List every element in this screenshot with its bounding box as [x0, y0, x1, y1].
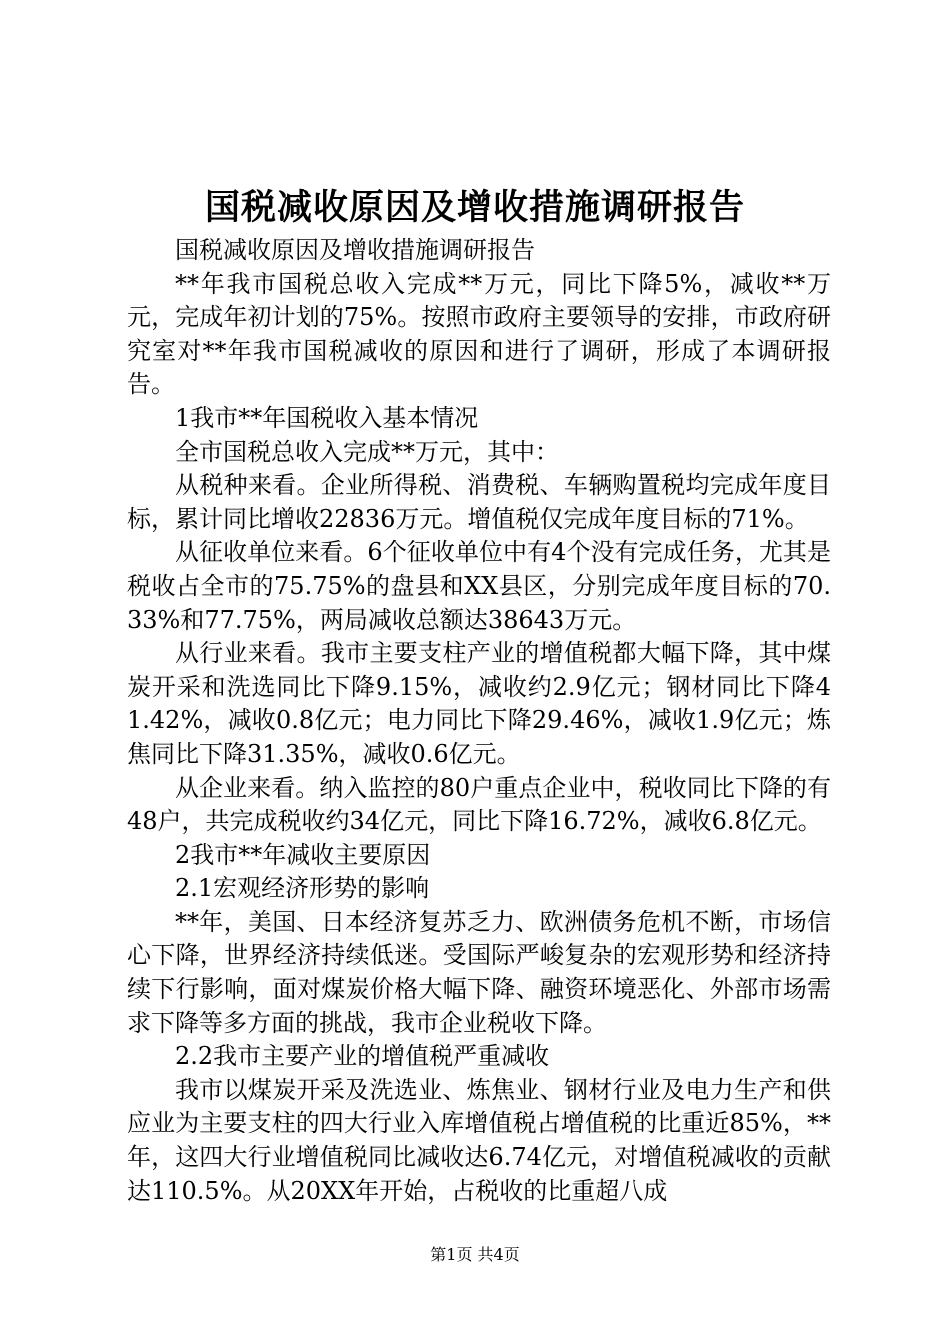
- page-number: 第1页 共4页: [430, 1245, 520, 1264]
- section-heading: 2我市**年减收主要原因: [175, 840, 431, 869]
- subsection-heading: 2.1宏观经济形势的影响: [175, 874, 430, 903]
- paragraph: 从征收单位来看。6个征收单位中有4个没有完成任务，尤其是税收占全市的75.75%的盘县和XX县区，分别完成年度目标的70.33%和77.75%，两局减收总额达38643万元。: [127, 538, 831, 634]
- paragraph: **年我市国税总收入完成**万元，同比下降5%，减收**万元，完成年初计划的75%。按照市政府主要领导的安排，市政府研究室对**年我市国税减收的原因和进行了调研，形成了本调研报告。: [127, 269, 831, 399]
- subsection-heading: 2.2我市主要产业的增值税严重减收: [175, 1042, 550, 1071]
- paragraph: 全市国税总收入完成**万元，其中：: [175, 437, 559, 466]
- document-title: 国税减收原因及增收措施调研报告: [204, 187, 745, 228]
- paragraph: 国税减收原因及增收措施调研报告: [175, 236, 535, 264]
- paragraph: **年，美国、日本经济复苏乏力、欧洲债务危机不断，市场信心下降，世界经济持续低迷。受国际严峻复杂的宏观形势和经济持续下行影响，面对煤炭价格大幅下降、融资环境恶化、外部市场需求下降等多方面的挑战，我市企业税收下降。: [127, 907, 831, 1037]
- section-heading: 1我市**年国税收入基本情况: [175, 403, 479, 432]
- paragraph: 从税种来看。企业所得税、消费税、车辆购置税均完成年度目标，累计同比增收22836万元。增值税仅完成年度目标的71%。: [127, 471, 831, 533]
- paragraph: 从企业来看。纳入监控的80户重点企业中，税收同比下降的有48户，共完成税收约34亿元，同比下降16.72%，减收6.8亿元。: [127, 773, 831, 836]
- document-body: [127, 234, 831, 1208]
- page-footer: [0, 1243, 950, 1267]
- paragraph: 从行业来看。我市主要支柱产业的增值税都大幅下降，其中煤炭开采和洗选同比下降9.15%，减收约2.9亿元；钢材同比下降41.42%，减收0.8亿元；电力同比下降29.46%，减收1.9亿元；炼焦同比下降31.35%，减收0.6亿元。: [127, 639, 831, 768]
- paragraph: 我市以煤炭开采及洗选业、炼焦业、钢材行业及电力生产和供应业为主要支柱的四大行业入库增值税占增值税的比重近85%，**年，这四大行业增值税同比减收达6.74亿元，对增值税减收的贡献达110.5%。从20XX年开始，占税收的比重超八成: [127, 1075, 831, 1205]
